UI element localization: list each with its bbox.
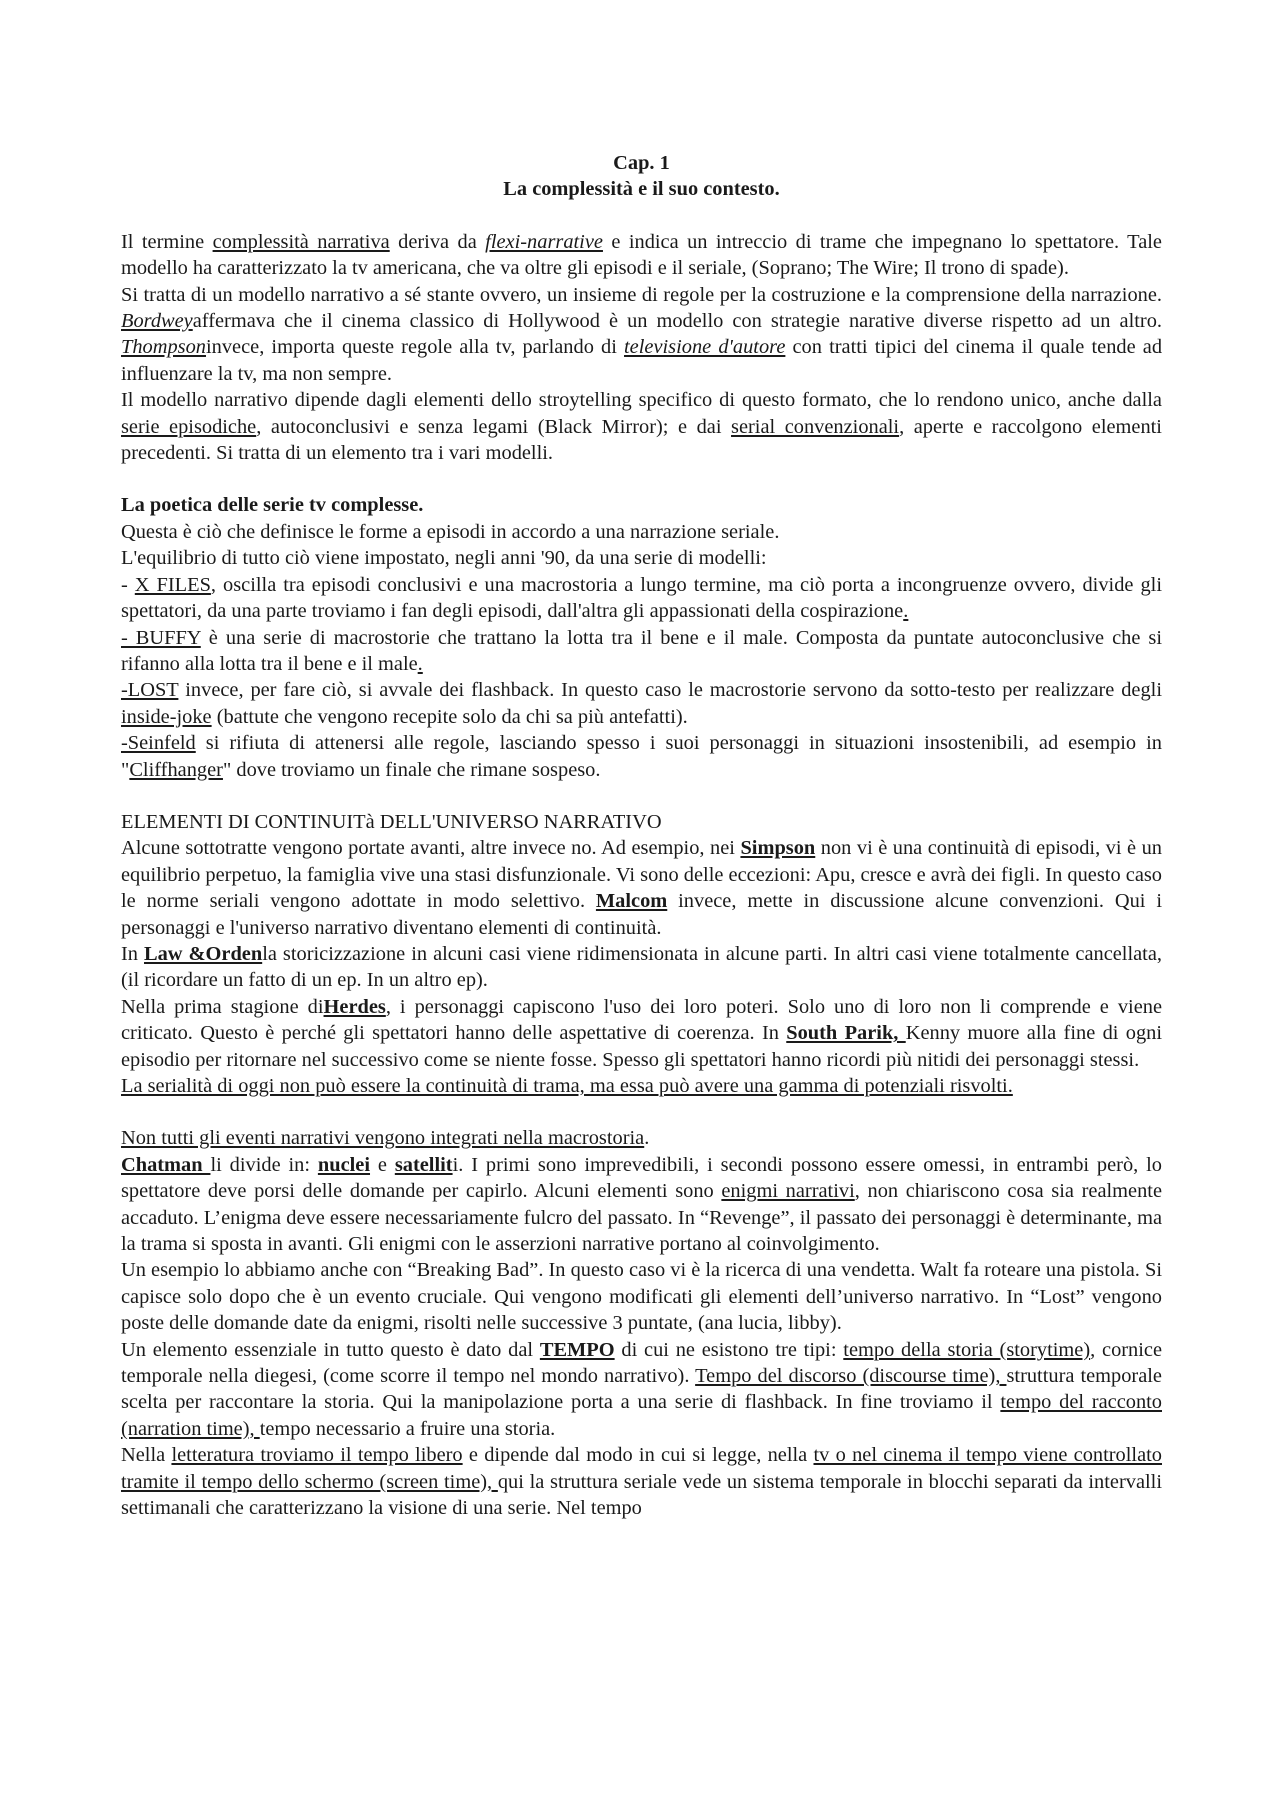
poetica-paragraph-2: L'equilibrio di tutto ciò viene impostato, negli anni '90, da una serie di modelli: — [121, 547, 767, 570]
intro-paragraph-3: Il modello narrativo dipende dagli elementi dello stroytelling specifico di questo formato, che lo rendono unico, anche dalla serie episodiche, autoconclusivi e senza legami (Black Mirror); e dai serial convenzionali, aperte e raccolgono elementi precedenti. Si tratta di un elemento tra i vari modelli. — [121, 389, 1162, 465]
chapter-title: La complessità e il suo contesto. — [503, 178, 780, 201]
name-bordwey: Bordwey — [121, 310, 193, 333]
name-thompson: Thompson — [121, 336, 206, 359]
section-heading-poetica: La poetica delle serie tv complesse. — [121, 494, 424, 517]
macrostoria-paragraph-2: Chatman li divide in: nuclei e satelliti. I primi sono imprevedibili, i secondi possono essere omessi, in entrambi però, lo spettatore deve porsi delle domande per capirlo. Alcuni elementi sono enigmi narrativi, non chiariscono cosa sia realmente accaduto. L’enigma deve essere necessariamente fulcro del passato. In “Revenge”, il passato dei personaggi è determinante, ma la trama si sposta in avanti. Gli enigmi con le asserzioni narrative portano al coinvolgimento. — [121, 1153, 1162, 1256]
section-heading-continuita: ELEMENTI DI CONTINUITà DELL'UNIVERSO NARRATIVO — [121, 810, 662, 833]
intro-paragraph-2: Si tratta di un modello narrativo a sé stante ovvero, un insieme di regole per la costruzione e la comprensione della narrazione. Bordweyaffermava che il cinema classico di Hollywood è un modello con strategie narative diverse rispetto ad un altro. Thompsoninvece, importa queste regole alla tv, parlando di televisione d'autore con tratti tipici del cinema il quale tende ad influenzare la tv, ma non sempre. — [121, 283, 1163, 385]
term-serial-convenzionali: serial convenzionali — [731, 415, 900, 438]
continuita-paragraph-3: Nella prima stagione diHerdes, i personaggi capiscono l'uso dei loro poteri. Solo uno di loro non li comprende e viene criticato. Questo è perché gli spettatori hanno delle aspettative di coerenza. In South Parik, Kenny muore alla fine di ogni episodio per ritornare nel successivo come se niente fosse. Spesso gli spettatori hanno ricordi più nitidi dei personaggi stessi. — [121, 995, 1162, 1071]
intro-paragraph-1: Il termine complessità narrativa deriva da flexi-narrative e indica un intreccio di trame che impegnano lo spettatore. Tale modello ha caratterizzato la tv americana, che va oltre gli episodi e il seriale, (Soprano; The Wire; Il trono di spade). — [121, 230, 1162, 280]
continuita-paragraph-4: La serialità di oggi non può essere la continuità di trama, ma essa può avere una gamma di potenziali risvolti. — [121, 1075, 1013, 1097]
term-complessita: complessità narrativa — [212, 230, 390, 253]
chapter-number: Cap. 1 — [613, 152, 670, 174]
list-item-lost: -LOST invece, per fare ciò, si avvale dei flashback. In questo caso le macrostorie servono da sotto-testo per realizzare degli inside-joke (battute che vengono recepite solo da chi sa più antefatti). — [121, 679, 1162, 728]
continuita-paragraph-1: Alcune sottotratte vengono portate avanti, altre invece no. Ad esempio, nei Simpson non vi è una continuità di episodi, vi è un equilibrio perpetuo, la famiglia vive una stasi disfunzionale. Vi sono delle eccezioni: Apu, cresce e avrà dei figli. In questo caso le norme seriali vengono adottate in modo selettivo. Malcom invece, mette in discussione alcune convenzioni. Qui i personaggi e l'universo narrativo diventano elementi di continuità. — [121, 837, 1162, 939]
macrostoria-paragraph-3: Un esempio lo abbiamo anche con “Breaking Bad”. In questo caso vi è la ricerca di una vendetta. Walt fa roteare una pistola. Si capisce solo dopo che è un evento cruciale. Qui vengono modificati gli elementi dell’universo narrativo. In “Lost” vengono poste delle domande date da enigmi, risolti nelle successive 3 puntate, (ana lucia, libby). — [121, 1259, 1162, 1335]
list-item-xfiles: - X FILES, oscilla tra episodi conclusivi e una macrostoria a lungo termine, ma ciò porta a incongruenze ovvero, divide gli spettatori, da una parte troviamo i fan degli episodi, dall'altra gli appassionati della cospirazione. — [121, 573, 1162, 623]
term-serie-episodiche: serie episodiche — [121, 415, 257, 438]
document-page — [121, 150, 1162, 1522]
macrostoria-paragraph-1: Non tutti gli eventi narrativi vengono integrati nella macrostoria. — [121, 1127, 650, 1150]
macrostoria-paragraph-5: Nella letteratura troviamo il tempo libero e dipende dal modo in cui si legge, nella tv o nel cinema il tempo viene controllato tramite il tempo dello schermo (screen time), qui la struttura seriale vede un sistema temporale in blocchi separati da intervalli settimanali che caratterizzano la visione di una serie. Nel tempo — [121, 1444, 1162, 1520]
continuita-paragraph-2: In Law &Ordenla storicizzazione in alcuni casi viene ridimensionata in alcune parti. In altri casi viene totalmente cancellata, (il ricordare un fatto di un ep. In un altro ep). — [121, 942, 1162, 992]
poetica-paragraph-1: Questa è ciò che definisce le forme a episodi in accordo a una narrazione seriale. — [121, 520, 780, 543]
list-item-seinfeld: -Seinfeld si rifiuta di attenersi alle regole, lasciando spesso i suoi personaggi in situazioni insostenibili, ad esempio in "Cliffhanger" dove troviamo un finale che rimane sospeso. — [121, 732, 1162, 781]
macrostoria-paragraph-4: Un elemento essenziale in tutto questo è dato dal TEMPO di cui ne esistono tre tipi: tempo della storia (storytime), cornice temporale nella diegesi, (come scorre il tempo nel mondo narrativo). Tempo del discorso (discourse time), struttura temporale scelta per raccontare la storia. Qui la manipolazione porta a una serie di flashback. In fine troviamo il tempo del racconto (narration time), tempo necessario a fruire una storia. — [121, 1338, 1163, 1440]
term-televisione-autore: televisione d'autore — [624, 336, 786, 359]
list-item-buffy: - BUFFY è una serie di macrostorie che trattano la lotta tra il bene e il male. Composta da puntate autoconclusive che si rifanno alla lotta tra il bene e il male. — [121, 626, 1162, 675]
term-flexi-narrative: flexi-narrative — [485, 230, 603, 253]
